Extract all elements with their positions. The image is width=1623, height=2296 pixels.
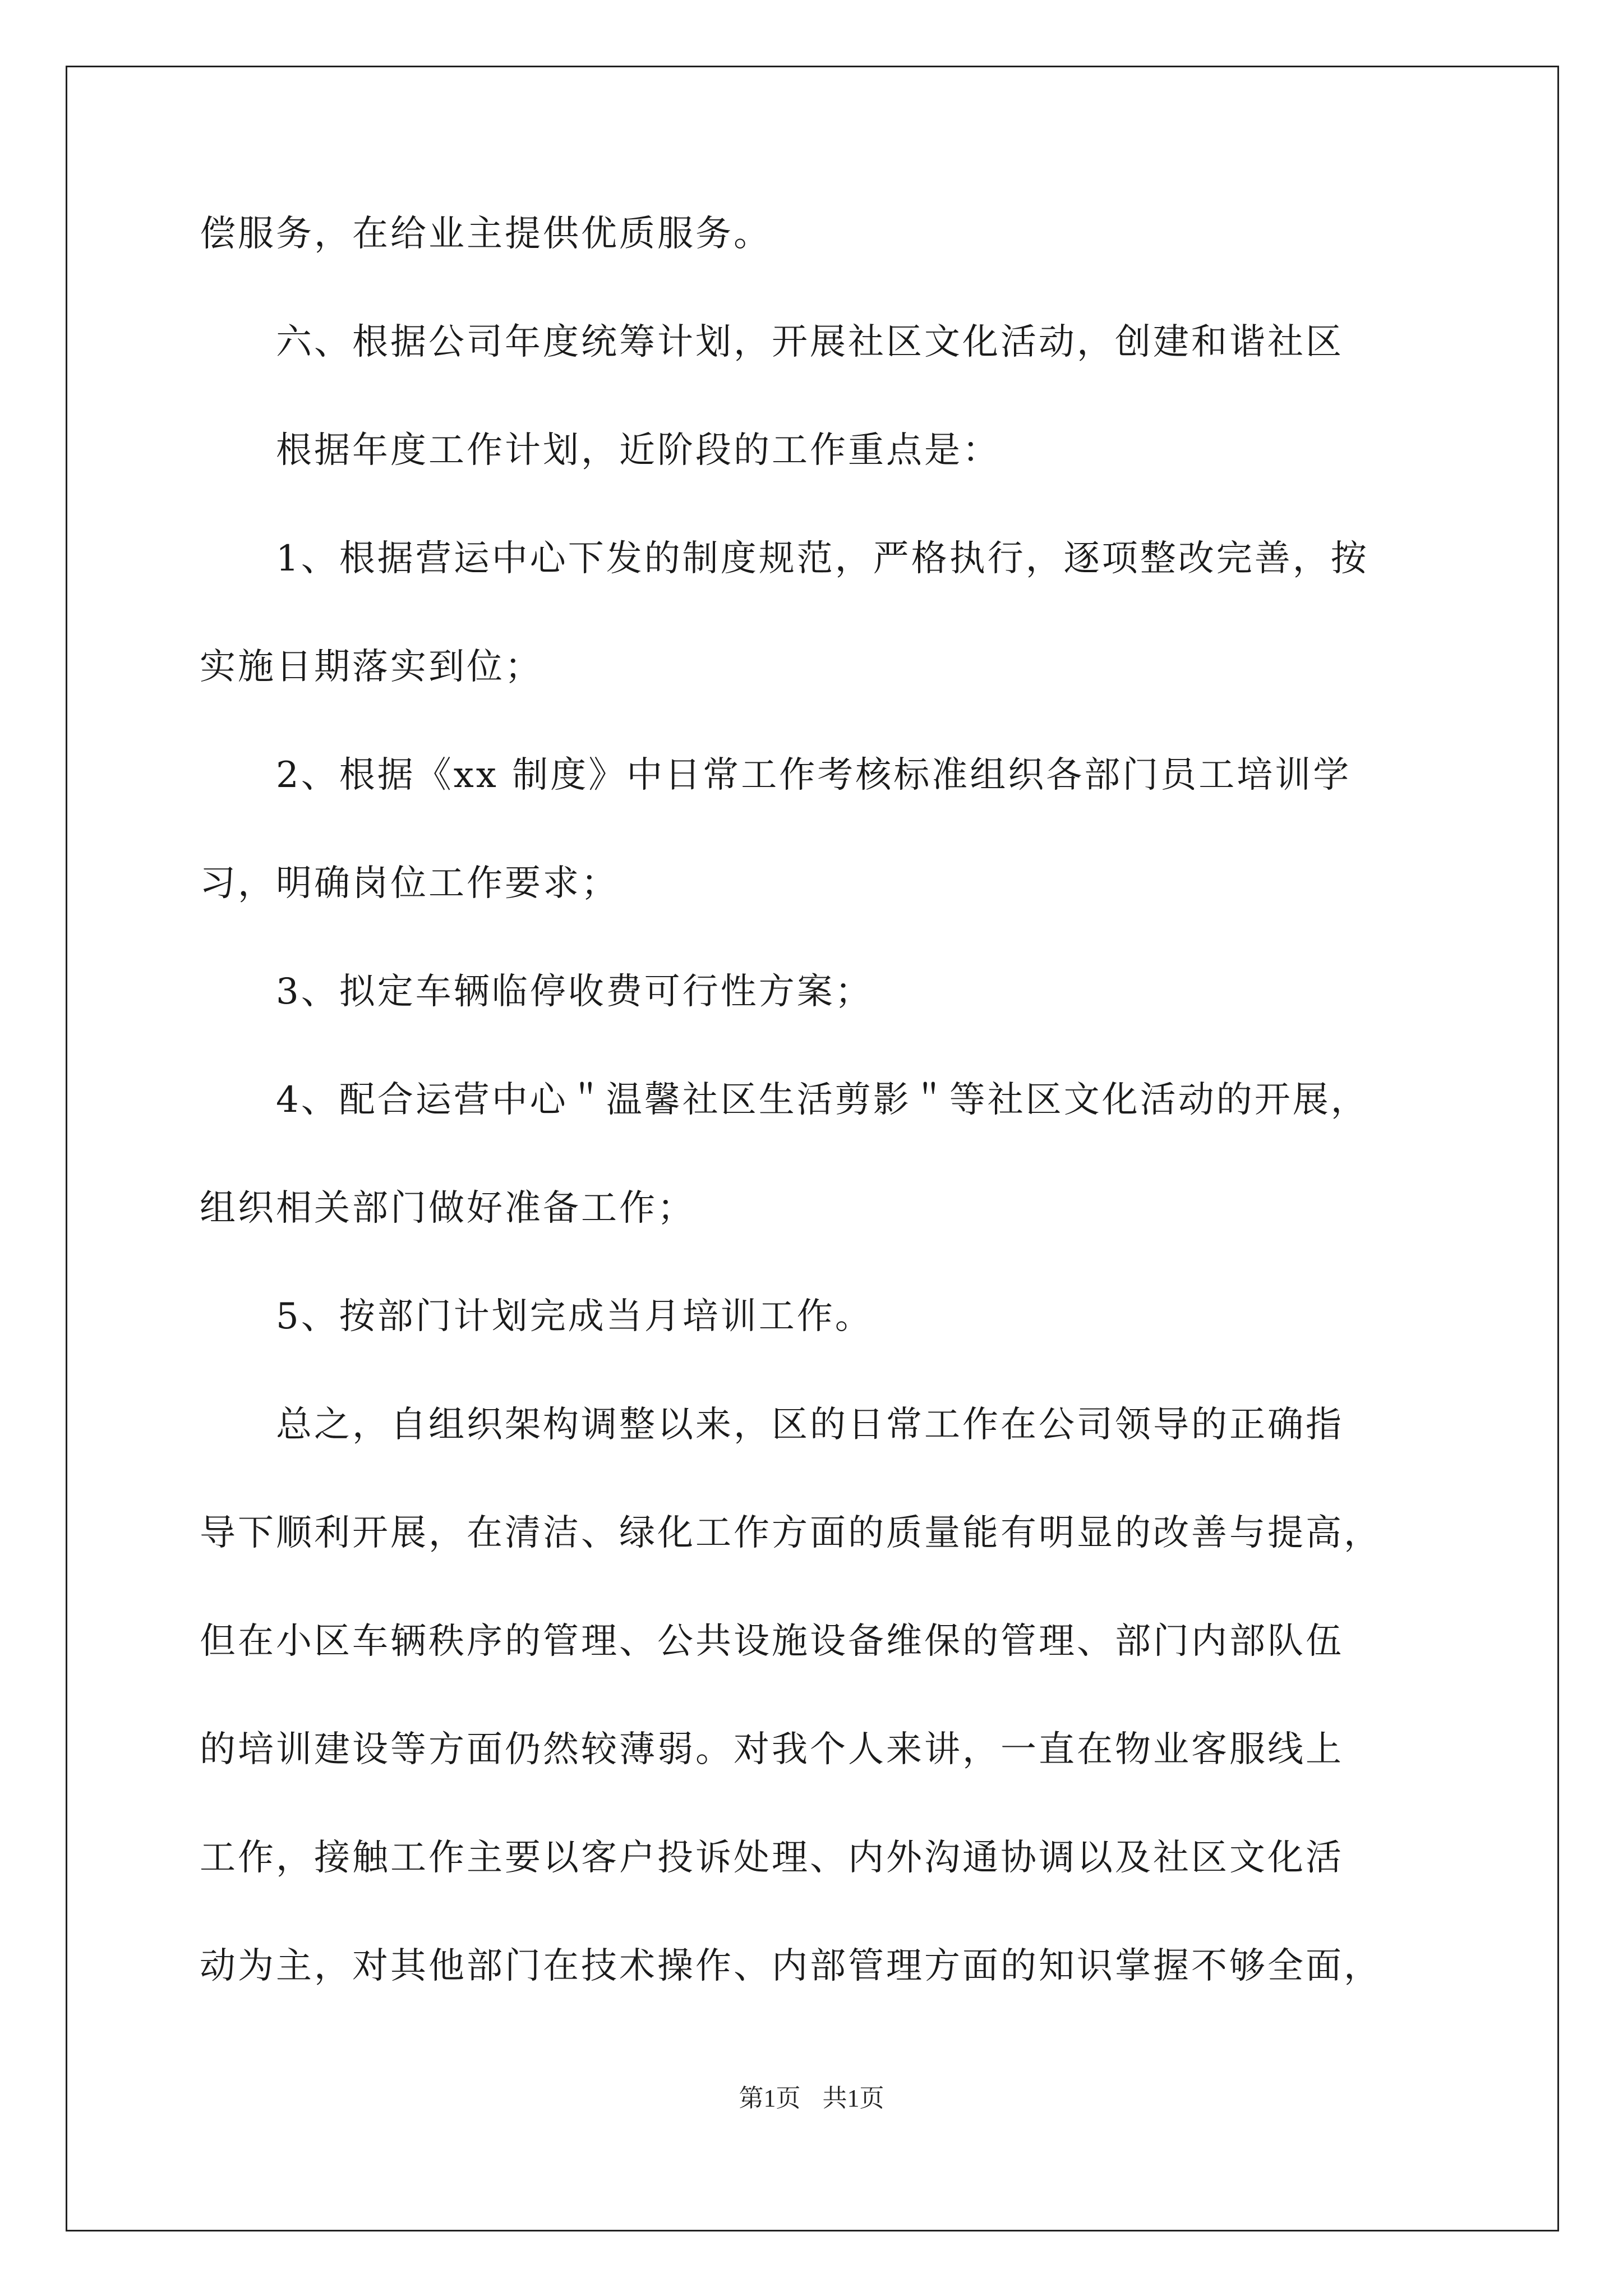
body-text-line: 的培训建设等方面仍然较薄弱。对我个人来讲，一直在物业客服线上 — [200, 1729, 1344, 1770]
body-text-line: 六、根据公司年度统筹计划，开展社区文化活动，创建和谐社区 — [200, 321, 1344, 363]
page-footer — [0, 2083, 1623, 2114]
body-text-line: 5、按部门计划完成当月培训工作。 — [200, 1296, 873, 1337]
body-text-line: 总之，自组织架构调整以来，区的日常工作在公司领导的正确指 — [200, 1404, 1344, 1446]
page-number: 第1页 — [739, 2085, 801, 2112]
body-text-line: 4、配合运营中心＂温馨社区生活剪影＂等社区文化活动的开展， — [200, 1079, 1369, 1121]
body-text-line: 工作，接触工作主要以客户投诉处理、内外沟通协调以及社区文化活 — [200, 1837, 1344, 1879]
body-text-line: 导下顺利开展，在清洁、绿化工作方面的质量能有明显的改善与提高， — [200, 1512, 1382, 1554]
page-total: 共1页 — [822, 2085, 884, 2112]
page-border — [66, 66, 1559, 2231]
body-text-line: 但在小区车辆秩序的管理、公共设施设备维保的管理、部门内部队伍 — [200, 1621, 1344, 1662]
body-text-line: 1、根据营运中心下发的制度规范，严格执行，逐项整改完善，按 — [200, 538, 1369, 579]
body-text-line: 组织相关部门做好准备工作； — [200, 1188, 695, 1229]
body-text-line: 习，明确岗位工作要求； — [200, 863, 619, 904]
body-text-line: 实施日期落实到位； — [200, 646, 543, 688]
body-text-line: 动为主，对其他部门在技术操作、内部管理方面的知识掌握不够全面， — [200, 1945, 1382, 1987]
body-text-line: 根据年度工作计划，近阶段的工作重点是： — [200, 430, 1000, 471]
body-text-line: 3、拟定车辆临停收费可行性方案； — [200, 971, 873, 1013]
body-text-line: 偿服务，在给业主提供优质服务。 — [200, 213, 772, 255]
body-text-line: 2、根据《xx 制度》中日常工作考核标准组织各部门员工培训学 — [200, 754, 1352, 796]
